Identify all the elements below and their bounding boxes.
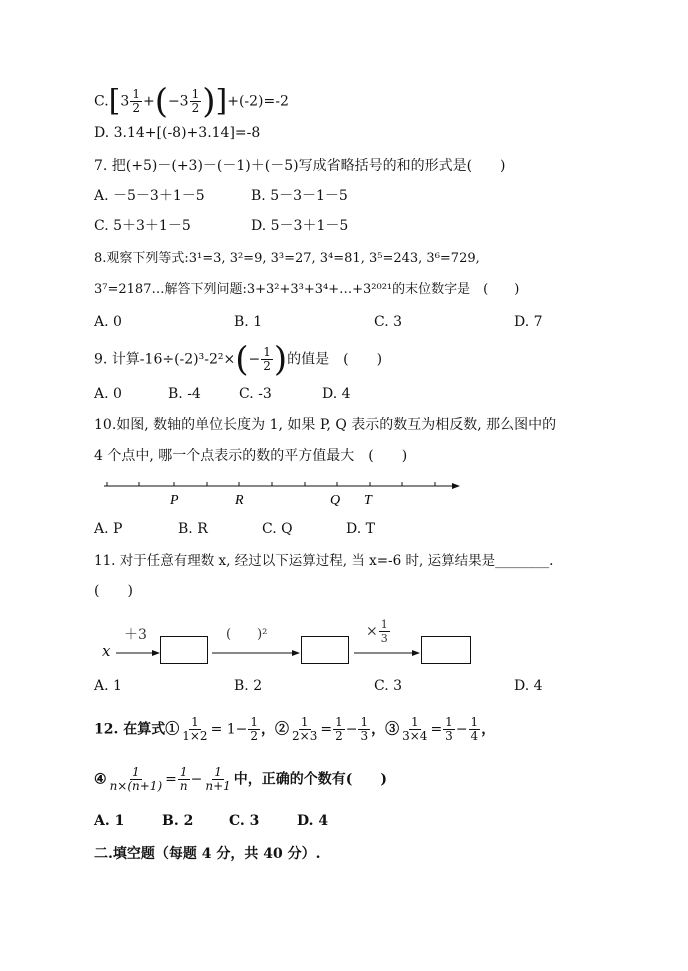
option-c-expression: C.[3 $\frac{1}{2}$ +(−3 $\frac{1}{2}$ )]+(-2)=-2: [94, 81, 289, 122]
question-12-line2: ④ $\frac{1}{n\times(n+1)}$ = $\frac{1}{n}$ − $\frac{1}{n+1}$ 中，正确的个数有( ): [94, 765, 388, 793]
paren-open: (: [154, 81, 168, 122]
question-10-line2: 4 个点中, 哪一个点表示的数的平方值最大 ( ): [94, 448, 408, 464]
tick-marks: [107, 482, 435, 486]
q12-option-b: B. 2: [162, 813, 194, 829]
question-11-paren: ( ): [94, 583, 133, 599]
q11-option-a: A. 1: [94, 678, 122, 694]
q7-option-b: B. 5－3－1－5: [251, 188, 348, 204]
q11-option-c: C. 3: [374, 678, 403, 694]
q9-option-c: C. -3: [239, 386, 272, 402]
q10-option-c: C. Q: [262, 521, 293, 537]
flow-input-x: x: [102, 642, 111, 660]
q7-option-c: C. 5＋3＋1－5: [94, 218, 191, 234]
number-line-figure: [96, 474, 466, 510]
arrow-head-icon: [452, 483, 460, 489]
fraction: $\frac{1}{2}$: [132, 87, 140, 115]
flow-box-1: [160, 636, 208, 664]
bracket-open: [: [108, 83, 121, 119]
question-7-stem: 7. 把(+5)－(+3)－(－1)＋(－5)写成省略括号的和的形式是( ): [94, 158, 506, 174]
question-8-line2: 3⁷=2187…解答下列问题:3+3²+3³+3⁴+…+3²⁰²¹的末位数字是 ( ): [94, 282, 520, 297]
flow-arrow-3: [354, 648, 422, 658]
point-label-t: T: [364, 493, 372, 508]
section-2-heading: 二.填空题（每题 4 分，共 40 分）.: [94, 846, 321, 862]
q8-option-a: A. 0: [94, 314, 122, 330]
q9-option-a: A. 0: [94, 386, 122, 402]
option-d: D. 3.14+[(-8)+3.14]=-8: [94, 125, 261, 141]
flow-box-3: [421, 636, 471, 664]
flow-arrow-2: [212, 648, 302, 658]
q9-option-d: D. 4: [322, 386, 351, 402]
fraction: $\frac{1}{2}$: [191, 87, 200, 115]
q12-option-c: C. 3: [229, 813, 260, 829]
question-12-line1: 12. 在算式① $\frac{1}{1\times 2}$ = 1− $\frac{1}{2}$ ，② $\frac{1}{2\times 3}$ = $\frac{1}{2}$ − $\frac{1}{3}$ ，③ $\frac{1}{3\times 4}$ = $\frac{1}{3}$ − $\frac{1}{4}$ ，: [94, 715, 496, 743]
q11-option-b: B. 2: [234, 678, 263, 694]
q8-option-b: B. 1: [234, 314, 263, 330]
option-label: C.: [94, 93, 109, 110]
q10-option-b: B. R: [178, 521, 208, 537]
question-8-line1: 8.观察下列等式:3¹=3, 3²=9, 3³=27, 3⁴=81, 3⁵=243, 3⁶=729,: [94, 251, 480, 266]
flow-op-times-third: × $\frac{1}{3}$: [366, 618, 388, 645]
question-10-line1: 10.如图, 数轴的单位长度为 1, 如果 P, Q 表示的数互为相反数, 那么图中的: [94, 417, 557, 433]
q8-option-d: D. 7: [514, 314, 543, 330]
q12-option-d: D. 4: [297, 813, 329, 829]
flow-op-plus3: ＋3: [124, 627, 147, 643]
point-label-p: P: [170, 493, 179, 508]
q7-option-a: A. －5－3＋1－5: [94, 188, 205, 204]
q7-option-d: D. 5－3＋1－5: [251, 218, 349, 234]
q12-option-a: A. 1: [94, 813, 125, 829]
q11-option-d: D. 4: [514, 678, 543, 694]
q12-prefix: 12. 在算式①: [94, 721, 180, 738]
fraction: $\frac{1}{2}$: [263, 345, 271, 373]
flow-arrow-1: [116, 648, 160, 658]
question-11-stem: 11. 对于任意有理数 x, 经过以下运算过程, 当 x=-6 时, 运算结果是________.: [94, 553, 554, 569]
point-label-q: Q: [330, 493, 341, 508]
question-9-stem: 9. 计算-16÷(-2)³-2²×(− $\frac{1}{2}$ )的值是 ( ): [94, 339, 383, 380]
q9-option-b: B. -4: [168, 386, 201, 402]
flow-box-2: [301, 636, 349, 664]
point-label-r: R: [235, 493, 244, 508]
paren-close: ): [202, 81, 216, 122]
q10-option-d: D. T: [346, 521, 375, 537]
bracket-close: ]: [215, 83, 228, 119]
flow-op-square: ( )²: [226, 627, 268, 642]
q8-option-c: C. 3: [374, 314, 403, 330]
q10-option-a: A. P: [94, 521, 123, 537]
